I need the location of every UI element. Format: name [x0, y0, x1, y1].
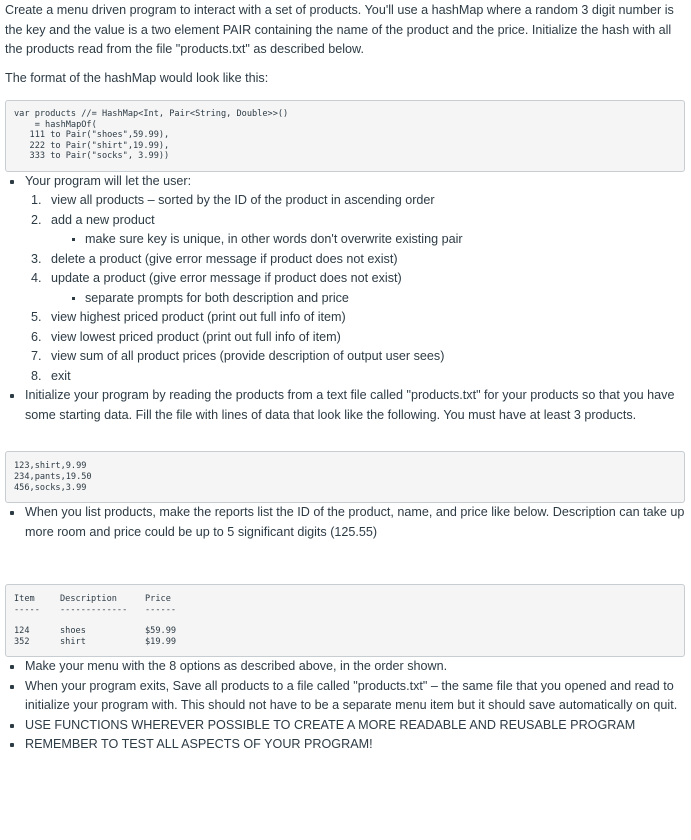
menu-option: 6. view lowest priced product (print out full info of item)	[31, 329, 341, 344]
report-header-row: Item Description Price	[14, 594, 171, 605]
init-bullet: Initialize your program by reading the products from a text file called "products.txt" for your products so that you have some starting data. Fill the file with lines of data that look like the following. You must have at least 3 products.	[5, 386, 685, 425]
init-bullet-list	[5, 386, 685, 425]
menu-suboption: separate prompts for both description and price	[65, 289, 685, 309]
final-bullet-list	[5, 657, 685, 755]
menu-option: 1. view all products – sorted by the ID of the product in ascending order	[31, 193, 435, 208]
list-bullet: When you list products, make the reports list the ID of the product, name, and price like below. Description can take up more room and price could be up to 5 significant digits (125.55)	[5, 503, 685, 542]
menu-suboption: make sure key is unique, in other words don't overwrite existing pair	[65, 230, 685, 250]
menu-option: 3. delete a product (give error message if product does not exist)	[31, 251, 398, 266]
menu-bullet-list	[5, 172, 685, 387]
report-dash-row: ----- ------------- ------	[14, 604, 177, 615]
report-table	[14, 594, 176, 647]
list-bullet-list	[5, 503, 685, 542]
menu-option: 4. update a product (give error message if product does not exist) separate prompts for both description and price	[25, 269, 685, 308]
menu-suboption-list	[51, 230, 685, 250]
products-file-code-block: 123,shirt,9.99 234,pants,19.50 456,socks,3.99	[5, 451, 685, 503]
table-row: 124 shoes $59.99	[14, 626, 177, 637]
format-paragraph: The format of the hashMap would look like this:	[5, 70, 269, 85]
intro-paragraph: Create a menu driven program to interact with a set of products. You'll use a hashMap where a random 3 digit number is the key and the value is a two element PAIR containing the name of the product and the price. Initialize the hash with all the products read from the file "products.txt" as described below.	[5, 3, 674, 56]
menu-suboption-list	[51, 289, 685, 309]
final-bullet: When your program exits, Save all products to a file called "products.txt" – the same file that you opened and read to initialize your program with. This should not have to be a separate menu item but it should save automatically on quit.	[5, 677, 685, 716]
table-row: 352 shirt $19.99	[14, 636, 177, 647]
report-code-block	[5, 584, 685, 657]
assignment-document	[5, 1, 685, 755]
final-bullet: USE FUNCTIONS WHEREVER POSSIBLE TO CREATE A MORE READABLE AND REUSABLE PROGRAM	[5, 716, 685, 736]
menu-lead-text: Your program will let the user:	[25, 173, 192, 188]
final-bullet: REMEMBER TO TEST ALL ASPECTS OF YOUR PROGRAM!	[5, 735, 685, 755]
menu-option: 2. add a new product make sure key is unique, in other words don't overwrite existing pair	[25, 211, 685, 250]
final-bullet: Make your menu with the 8 options as described above, in the order shown.	[5, 657, 685, 677]
hashmap-code-block: var products //= HashMap<Int, Pair<String, Double>>() = hashMapOf( 111 to Pair("shoes",59.99), 222 to Pair("shirt",19.99), 333 to Pair("socks", 3.99))	[5, 100, 685, 172]
report-spacer-row	[14, 615, 176, 626]
menu-bullet	[5, 172, 685, 387]
menu-option: 8. exit	[31, 368, 71, 383]
menu-options-list	[25, 191, 685, 386]
menu-option: 5. view highest priced product (print out full info of item)	[31, 310, 346, 325]
menu-option: 7. view sum of all product prices (provide description of output user sees)	[31, 349, 445, 364]
